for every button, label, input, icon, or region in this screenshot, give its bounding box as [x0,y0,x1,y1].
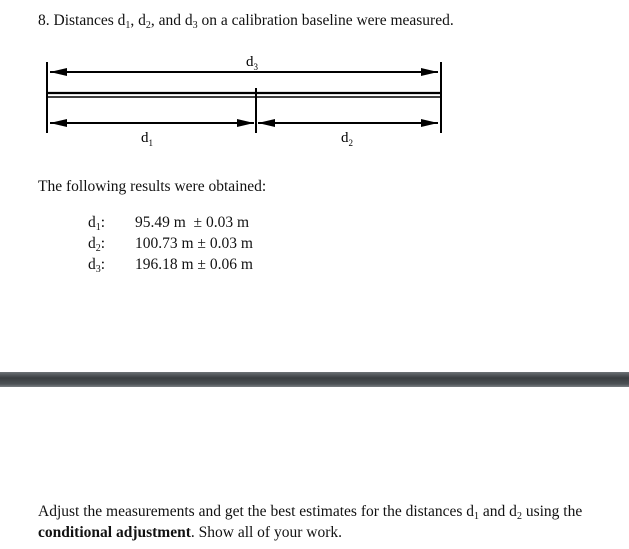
baseline-diagram [0,40,629,160]
result-label: $d_3$: [88,256,106,275]
result-label: $d_1$: [88,214,106,233]
emphasis-text: conditional adjustment [38,524,191,541]
result-row-d1 [88,212,253,233]
results-list [88,212,253,275]
task-instructions: Adjust the measurements and get the best estimates for the distances $d_1$ and $d_2$ using the conditional adjustment. Show all of your work. [38,503,583,541]
d3-left-arrowhead [50,68,67,76]
page-lower [0,387,629,549]
result-value: 100.73 m ± 0.03 m [135,235,253,252]
d1-left-arrowhead [50,119,67,127]
d3-right-arrowhead [421,68,438,76]
result-row-d3 [88,254,253,275]
d2-right-arrowhead [421,119,438,127]
question-number: 8. [38,12,50,29]
result-row-d2 [88,233,253,254]
d3-label: $d_3$ [246,54,258,72]
results-intro: The following results were obtained: [38,178,267,195]
d2-left-arrowhead [258,119,275,127]
result-value: 196.18 m ± 0.06 m [135,256,253,273]
result-label: $d_2$: [88,235,106,254]
result-value: 95.49 m ± 0.03 m [135,214,249,231]
d1-right-arrowhead [237,119,254,127]
page-separator [0,372,629,387]
d1-label: $d_1$ [141,130,153,148]
d2-label: $d_2$ [341,130,353,148]
question-text: 8. Distances $d_1$, $d_2$, and $d_3$ on a calibration baseline were measured. [38,12,454,31]
